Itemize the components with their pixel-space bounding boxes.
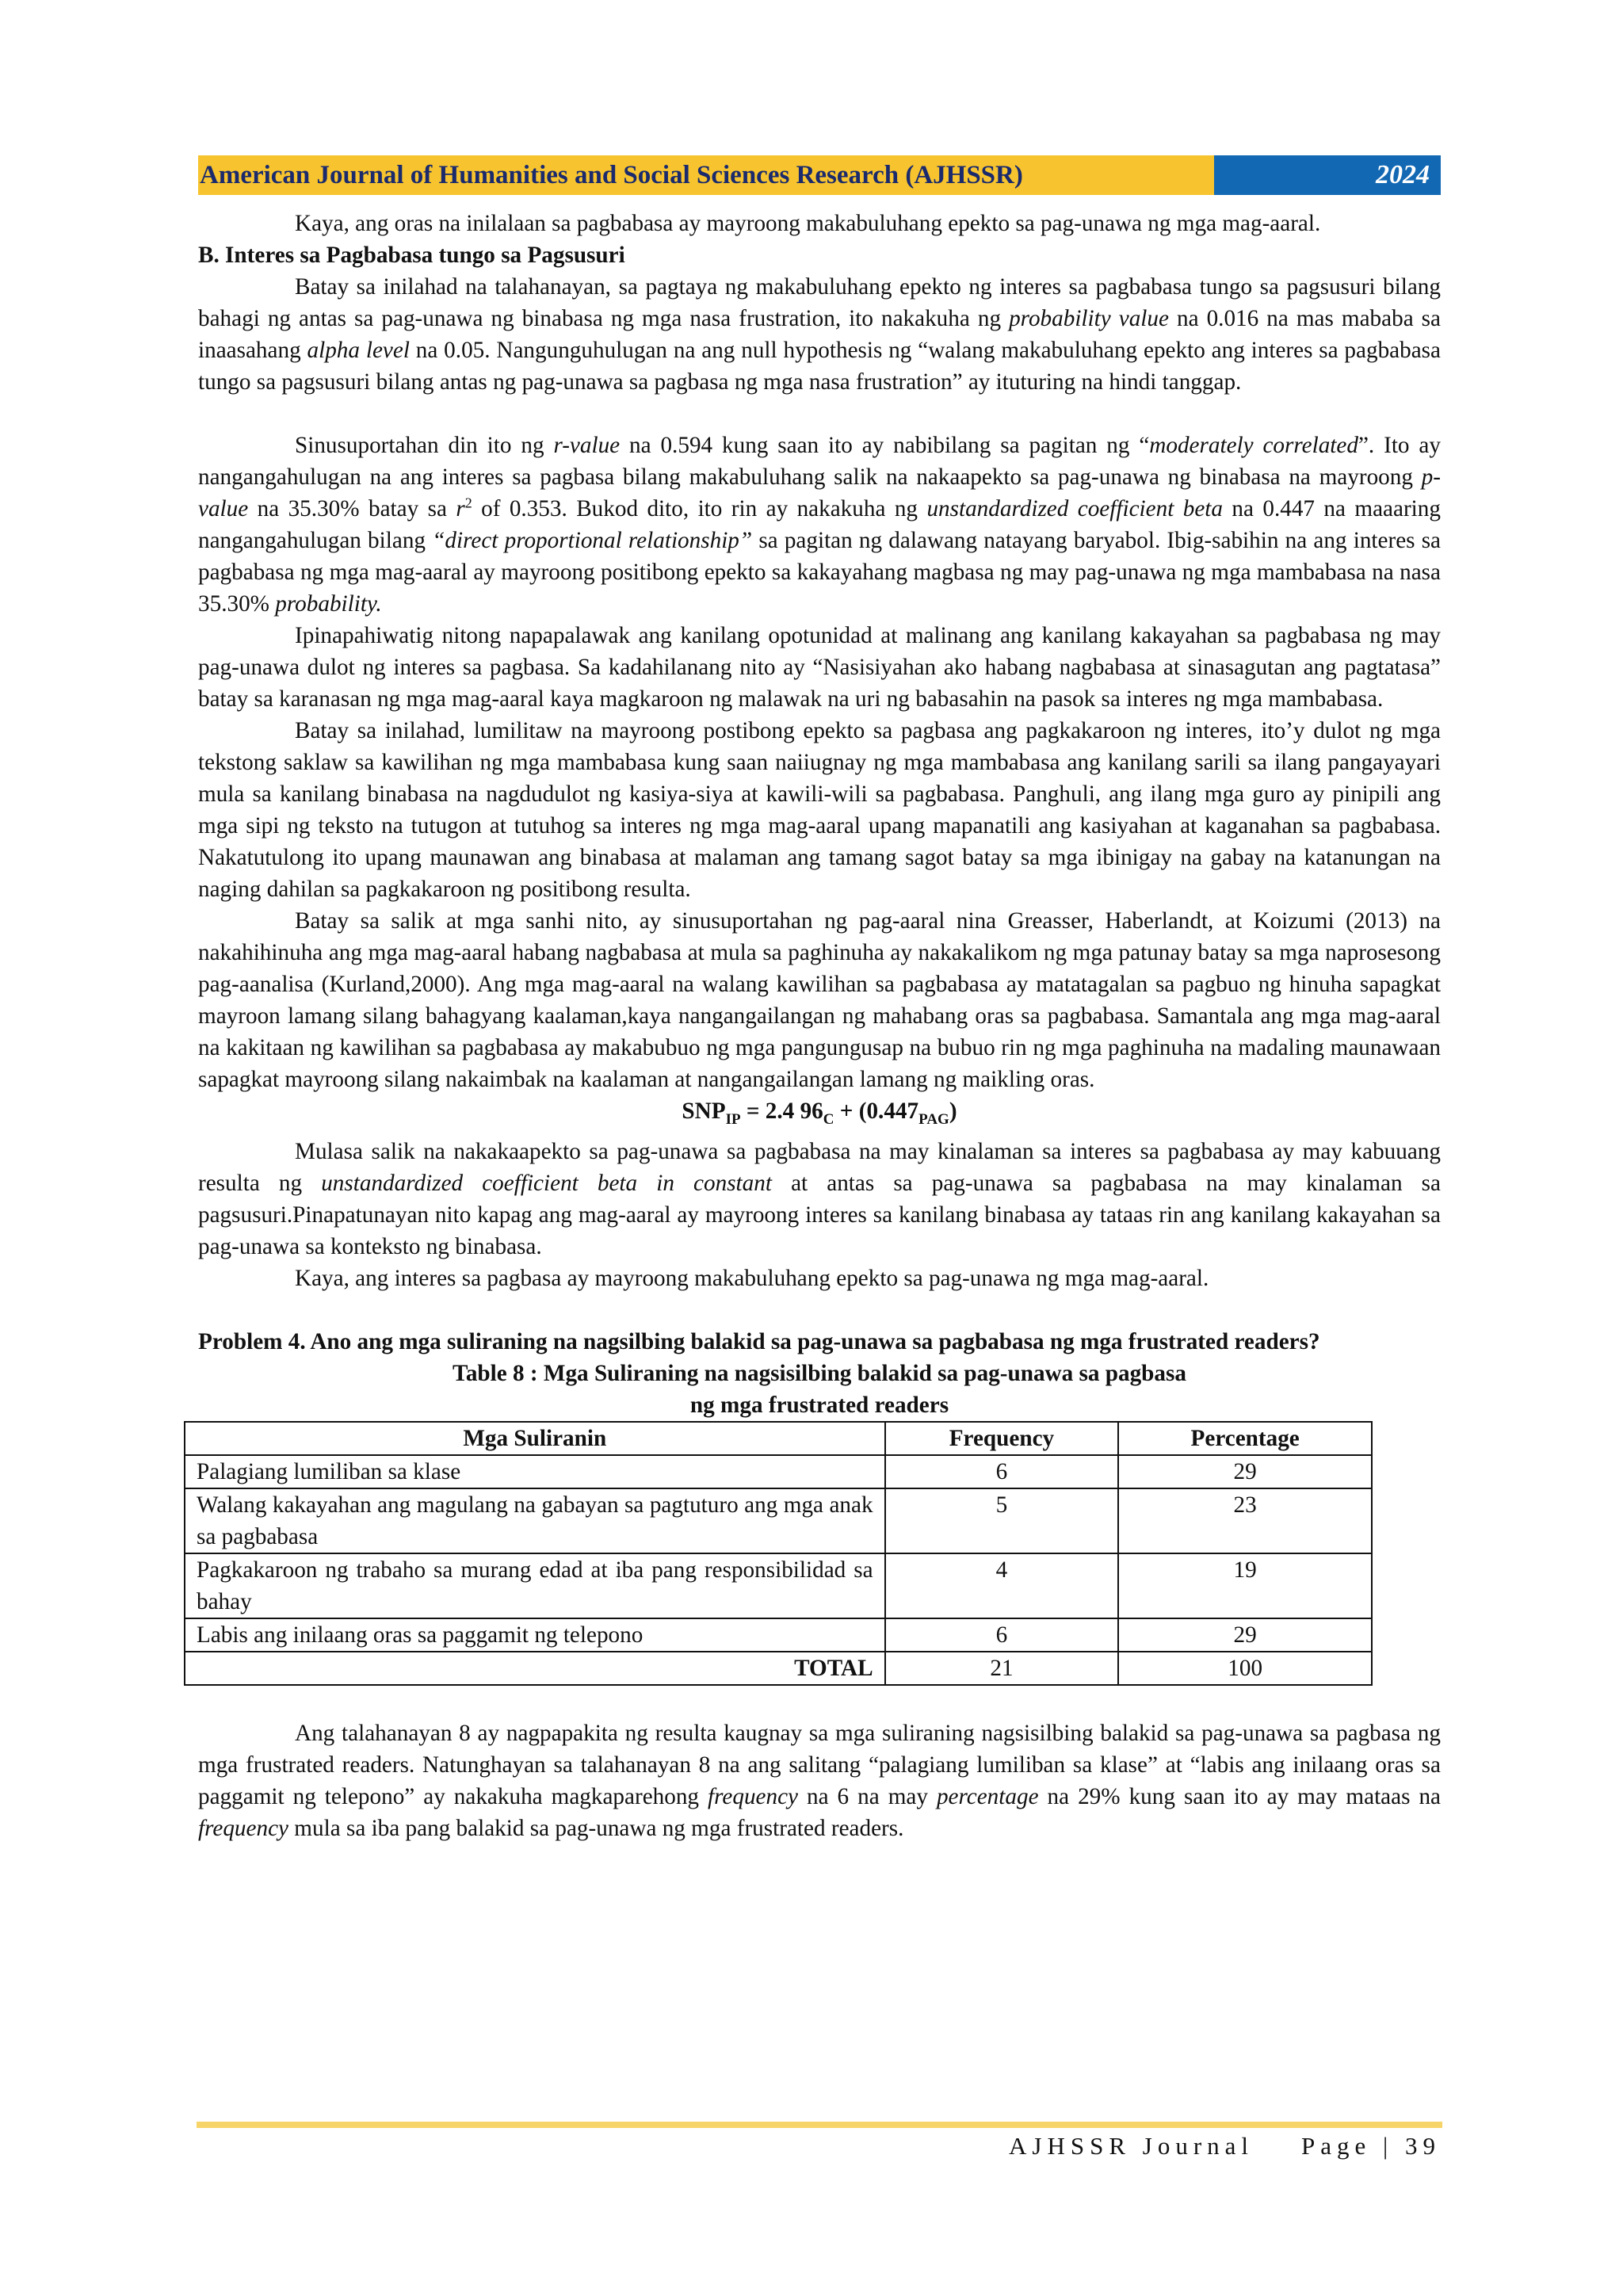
article-body bbox=[198, 208, 1441, 1844]
footer-journal: AJHSSR Journal bbox=[1009, 2132, 1254, 2160]
page-number: Page | 39 bbox=[1301, 2132, 1441, 2160]
journal-title: American Journal of Humanities and Social Sciences Research (AJHSSR) bbox=[198, 155, 1214, 195]
regression-equation: $SNP_{IP} = 2.4$ $96_C + (0.447_{PAG})$ bbox=[682, 1098, 957, 1128]
header-suliranin: Mga Suliranin bbox=[185, 1422, 885, 1455]
footer-divider bbox=[197, 2122, 1442, 2128]
paragraph-equation-explanation: Mulasa salik na nakakaapekto sa pag-unawa sa pagbabasa na may kinalaman sa interes sa pagbabasa ay may kabuuang resulta ng unstandardized coefficient beta in constant at antas sa pag-unawa sa pagbabasa na may kinalaman sa pagsusuri.Pinapatunayan nito kapag ang mag-aaral ay mayroong interes sa kanilang binabasa ay tataas rin ang kanilang kakayahan sa pag-unawa sa konteksto ng binabasa. bbox=[198, 1138, 1441, 1259]
problem-4-heading: Problem 4. Ano ang mga suliraning na nagsilbing balakid sa pag-unawa sa pagbabasa ng mga frustrated readers? bbox=[198, 1328, 1320, 1354]
cell-percentage: 29 bbox=[1118, 1618, 1372, 1652]
table-header-row bbox=[185, 1422, 1372, 1455]
cell-frequency: 6 bbox=[885, 1618, 1119, 1652]
table-8 bbox=[184, 1421, 1373, 1686]
table-row bbox=[185, 1618, 1372, 1652]
paragraph-table-8-discussion: Ang talahanayan 8 ay nagpapakita ng resulta kaugnay sa mga suliraning nagsisilbing balakid sa pag-unawa sa pagbasa ng mga frustrated readers. Natunghayan sa talahanayan 8 na ang salitang “palagiang lumiliban sa klase” at “labis ang inilaang oras sa paggamit ng telepono” ay nakakuha magkaparehong frequency na 6 na may percentage na 29% kung saan ito ay may mataas na frequency mula sa iba pang balakid sa pag-unawa ng mga frustrated readers. bbox=[198, 1720, 1441, 1841]
journal-year: 2024 bbox=[1214, 155, 1441, 195]
table-row bbox=[185, 1488, 1372, 1553]
cell-suliranin: Labis ang inilaang oras sa paggamit ng telepono bbox=[185, 1618, 885, 1652]
table-row bbox=[185, 1455, 1372, 1488]
cell-percentage: 19 bbox=[1118, 1553, 1372, 1618]
paragraph-r-value: Sinusuportahan din ito ng r-value na 0.594 kung saan ito ay nabibilang sa pagitan ng “moderately correlated”. Ito ay nangangahulugan na ang interes sa pagbasa bilang makabuluhang salik na nakaapekto sa pag-unawa ng binabasa na mayroong p-value na 35.30% batay sa $r^2$ of 0.353. Bukod dito, ito rin ay nakakuha ng unstandardized coefficient beta na 0.447 na maaaring nangangahulugan bilang “direct proportional relationship” sa pagitan ng dalawang natayang baryabol. Ibig-sabihin na ang interes sa pagbabasa ng mga mag-aaral ay mayroong positibong epekto sa kakayahang magbasa ng may pag-unawa ng mga mambabasa na nasa 35.30% probability. bbox=[198, 433, 1442, 617]
paragraph-probability: Batay sa inilahad na talahanayan, sa pagtaya ng makabuluhang epekto ng interes sa pagbabasa tungo sa pagsusuri bilang bahagi ng antas sa pag-unawa ng binabasa ng mga nasa frustration, ito nakakuha ng probability value na 0.016 na mas mababa sa inaasahang alpha level na 0.05. Nangunguhulugan na ang null hypothesis ng “walang makabuluhang epekto ang interes sa pagbabasa tungo sa pagsusuri bilang antas ng pag-unawa sa pagbasa ng mga nasa frustration” ay ituturing na hindi tanggap. bbox=[198, 274, 1441, 395]
cell-total-label: TOTAL bbox=[185, 1652, 885, 1685]
cell-total-frequency: 21 bbox=[885, 1652, 1119, 1685]
paragraph-supporting-study: Batay sa salik at mga sanhi nito, ay sinusuportahan ng pag-aaral nina Greasser, Haberlandt, at Koizumi (2013) na nakahihinuha ang mga mag-aaral habang nagbabasa at mula sa paghinuha ay nakakalikom ng mga patunay batay sa mga naprosesong pag-aanalisa (Kurland,2000). Ang mga mag-aaral na walang kawilihan sa pagbabasa ay matatagalan sa pagbuo ng hinuha sapagkat mayroon lamang silang bahagyang kaalaman,kaya nangangailangan ng mahabang oras sa pagbabasa. Samantala ang mga mag-aaral na kakitaan ng kawilihan sa pagbabasa ay makabubuo ng mga pangungusap na bubuo rin ng mga paghinuha na madaling maunawaan sapagkat mayroong silang nakaimbak na kaalaman at nangangailangan lamang ng maikling oras. bbox=[198, 908, 1441, 1092]
journal-header bbox=[198, 155, 1441, 195]
page-footer bbox=[1009, 2132, 1441, 2160]
table-8-caption: Table 8 : Mga Suliraning na nagsisilbing balakid sa pag-unawa sa pagbasa ng mga frustrated readers bbox=[453, 1360, 1186, 1418]
cell-frequency: 6 bbox=[885, 1455, 1119, 1488]
header-percentage: Percentage bbox=[1118, 1422, 1372, 1455]
cell-suliranin: Pagkakaroon ng trabaho sa murang edad at iba pang responsibilidad sa bahay bbox=[185, 1553, 885, 1618]
cell-frequency: 4 bbox=[885, 1553, 1119, 1618]
table-row bbox=[185, 1553, 1372, 1618]
cell-suliranin: Walang kakayahan ang magulang na gabayan sa pagtuturo ang mga anak sa pagbabasa bbox=[185, 1488, 885, 1553]
header-frequency: Frequency bbox=[885, 1422, 1119, 1455]
cell-percentage: 29 bbox=[1118, 1455, 1372, 1488]
cell-percentage: 23 bbox=[1118, 1488, 1372, 1553]
cell-suliranin: Palagiang lumiliban sa klase bbox=[185, 1455, 885, 1488]
cell-frequency: 5 bbox=[885, 1488, 1119, 1553]
paragraph-conclusion-interest: Kaya, ang interes sa pagbasa ay mayroong makabuluhang epekto sa pag-unawa ng mga mag-aaral. bbox=[295, 1265, 1209, 1291]
cell-total-percentage: 100 bbox=[1118, 1652, 1372, 1685]
paragraph-opportunity: Ipinapahiwatig nitong napapalawak ang kanilang opotunidad at malinang ang kanilang kakayahan sa pagbabasa ng may pag-unawa dulot ng interes sa pagbasa. Sa kadahilanang nito ay “Nasisiyahan ako habang nagbabasa at sinasagutan ang pagtatasa” batay sa karanasan ng mga mag-aaral kaya magkaroon ng malawak na uri ng babasahin na pasok sa interes ng mga mambabasa. bbox=[198, 623, 1441, 712]
section-heading-b: B. Interes sa Pagbabasa tungo sa Pagsusuri bbox=[198, 243, 625, 268]
table-total-row bbox=[185, 1652, 1372, 1685]
paragraph-conclusion-time: Kaya, ang oras na inilalaan sa pagbabasa ay mayroong makabuluhang epekto sa pag-unawa ng mga mag-aaral. bbox=[295, 211, 1321, 236]
document-page bbox=[198, 0, 1441, 2296]
paragraph-positive-effect: Batay sa inilahad, lumilitaw na mayroong postibong epekto sa pagbasa ang pagkakaroon ng interes, ito’y dulot ng mga tekstong saklaw sa kawilihan ng mga mambabasa kung saan naiiugnay ng mga mambabasa ang kanilang sarili sa ilang pangayayari mula sa kanilang binabasa na nagdudulot ng kasiya-siya at kawili-wili sa pagbabasa. Panghuli, ang ilang mga guro ay pinipili ang mga sipi ng teksto na tutugon at tutuhog sa interes ng mga mag-aaral upang mapanatili ang kasiyahan at kaganahan sa pagbabasa. Nakatutulong ito upang maunawan ang binabasa at malaman ang tamang sagot batay sa mga ibinigay na gabay na katanungan na naging dahilan sa pagkakaroon ng positibong resulta. bbox=[198, 718, 1441, 902]
